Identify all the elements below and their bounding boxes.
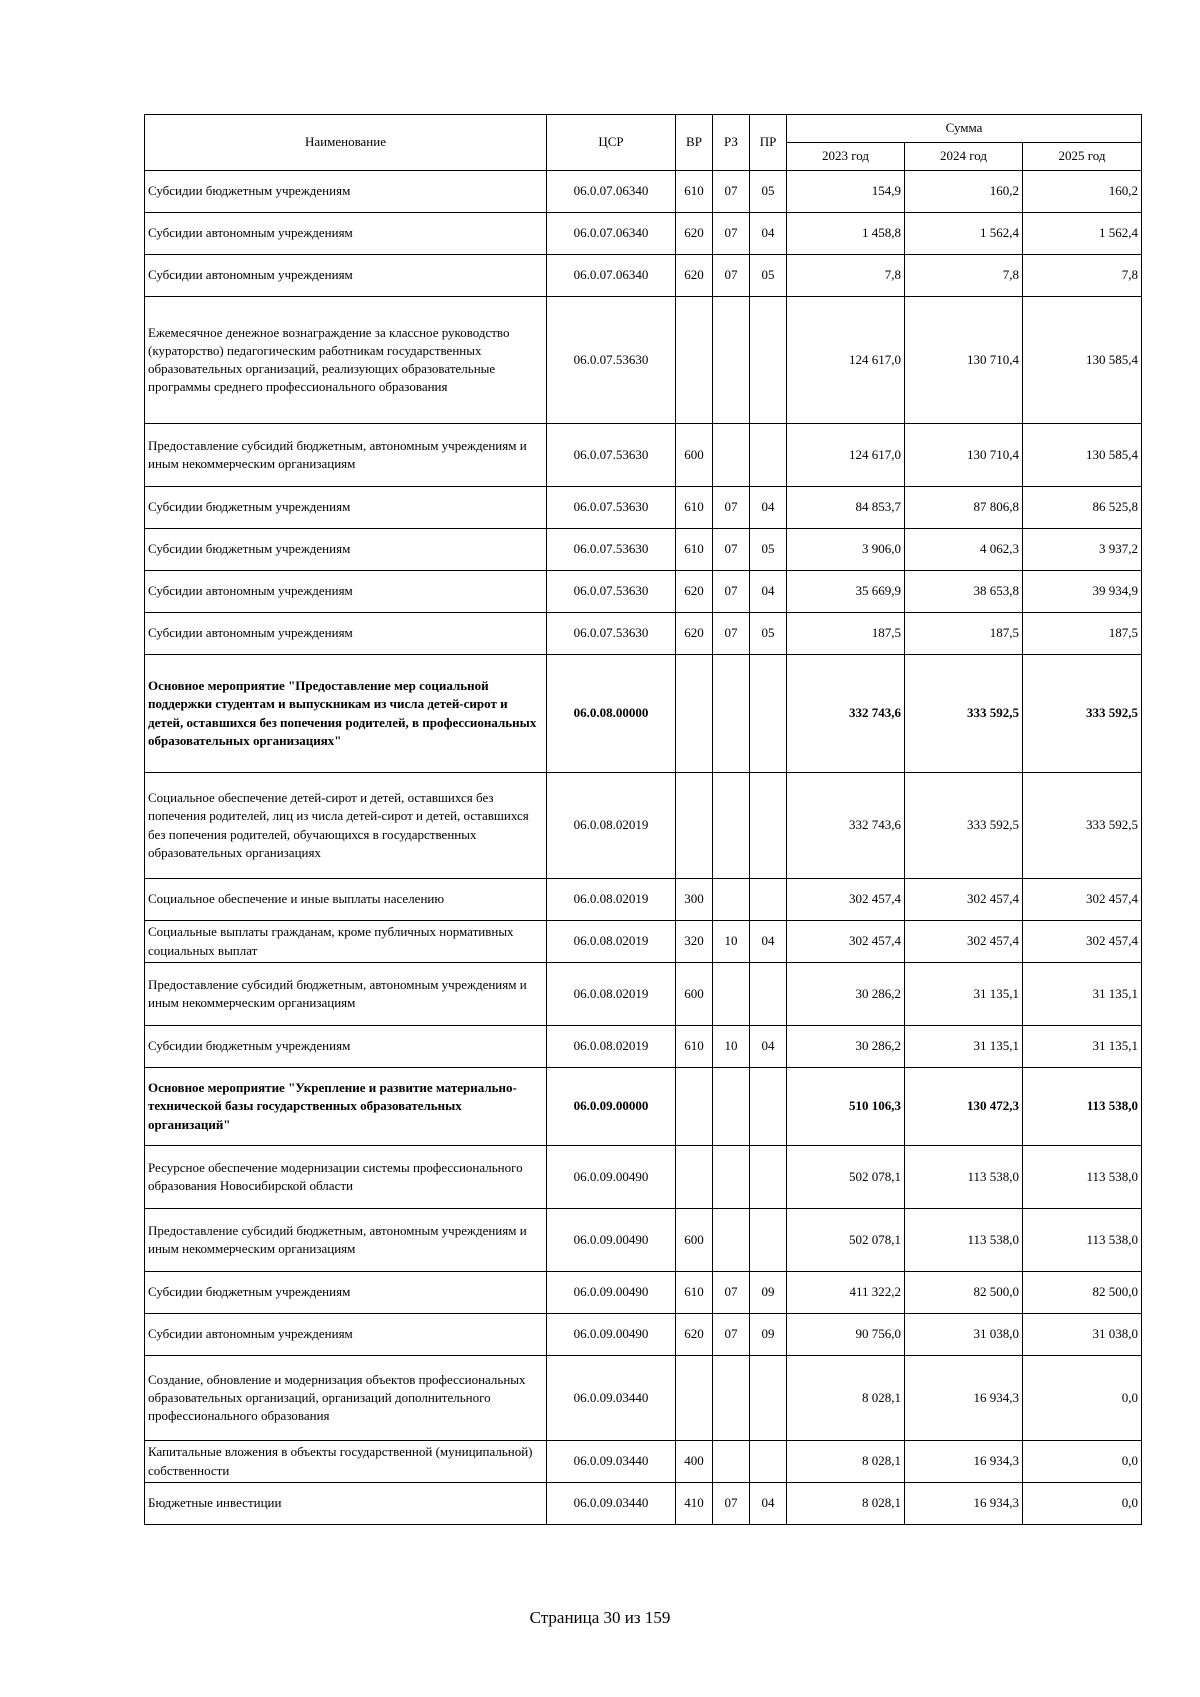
cell-2024: 4 062,3 [905,529,1023,571]
table-row [145,1441,1142,1483]
cell-2024: 7,8 [905,255,1023,297]
header-year-2024: 2024 год [905,143,1023,171]
cell-2024: 333 592,5 [905,773,1023,879]
cell-rz [713,1146,750,1209]
cell-pr: 09 [750,1314,787,1356]
cell-name: Предоставление субсидий бюджетным, автономным учреждениям и иным некоммерческим организациям [145,1209,547,1272]
header-csr: ЦСР [547,115,676,171]
cell-2024: 31 135,1 [905,963,1023,1026]
cell-pr: 05 [750,529,787,571]
cell-vr [676,773,713,879]
cell-name: Капитальные вложения в объекты государственной (муниципальной) собственности [145,1441,547,1483]
cell-rz: 10 [713,921,750,963]
cell-rz: 07 [713,213,750,255]
table-row [145,1068,1142,1146]
cell-csr: 06.0.08.02019 [547,921,676,963]
cell-name: Ресурсное обеспечение модернизации системы профессионального образования Новосибирской области [145,1146,547,1209]
cell-rz: 07 [713,1483,750,1525]
cell-2024: 160,2 [905,171,1023,213]
cell-name: Субсидии автономным учреждениям [145,613,547,655]
cell-name: Основное мероприятие "Укрепление и развитие материально-технической базы государственных образовательных организаций" [145,1068,547,1146]
table-row [145,655,1142,773]
cell-2024: 187,5 [905,613,1023,655]
cell-2024: 130 710,4 [905,424,1023,487]
cell-2024: 87 806,8 [905,487,1023,529]
table-row [145,1314,1142,1356]
cell-pr [750,1356,787,1441]
cell-rz [713,297,750,424]
cell-name: Предоставление субсидий бюджетным, автономным учреждениям и иным некоммерческим организациям [145,424,547,487]
cell-2025: 302 457,4 [1023,921,1142,963]
cell-2023: 187,5 [787,613,905,655]
cell-rz: 07 [713,1272,750,1314]
table-row [145,255,1142,297]
cell-name: Субсидии автономным учреждениям [145,571,547,613]
cell-2024: 333 592,5 [905,655,1023,773]
cell-pr: 05 [750,255,787,297]
cell-csr: 06.0.09.03440 [547,1483,676,1525]
cell-2025: 0,0 [1023,1483,1142,1525]
cell-csr: 06.0.09.00490 [547,1314,676,1356]
cell-name: Социальное обеспечение и иные выплаты населению [145,879,547,921]
cell-vr: 400 [676,1441,713,1483]
cell-2025: 113 538,0 [1023,1146,1142,1209]
cell-name: Бюджетные инвестиции [145,1483,547,1525]
cell-2025: 31 135,1 [1023,1026,1142,1068]
cell-csr: 06.0.07.53630 [547,424,676,487]
cell-2023: 1 458,8 [787,213,905,255]
cell-rz: 07 [713,613,750,655]
cell-pr [750,1146,787,1209]
cell-pr [750,963,787,1026]
table-row [145,213,1142,255]
cell-2025: 3 937,2 [1023,529,1142,571]
cell-vr: 320 [676,921,713,963]
table-row [145,1209,1142,1272]
cell-rz: 07 [713,571,750,613]
cell-vr: 620 [676,255,713,297]
cell-2023: 8 028,1 [787,1441,905,1483]
cell-rz [713,424,750,487]
cell-2024: 302 457,4 [905,921,1023,963]
cell-csr: 06.0.09.00000 [547,1068,676,1146]
table-row [145,879,1142,921]
cell-name: Субсидии автономным учреждениям [145,1314,547,1356]
cell-2025: 333 592,5 [1023,655,1142,773]
cell-2024: 302 457,4 [905,879,1023,921]
table-row [145,1272,1142,1314]
cell-vr: 410 [676,1483,713,1525]
cell-csr: 06.0.07.53630 [547,487,676,529]
table-row [145,571,1142,613]
cell-2025: 82 500,0 [1023,1272,1142,1314]
cell-csr: 06.0.07.53630 [547,613,676,655]
cell-pr: 05 [750,613,787,655]
cell-rz: 07 [713,255,750,297]
cell-2024: 31 135,1 [905,1026,1023,1068]
cell-name: Субсидии бюджетным учреждениям [145,487,547,529]
cell-rz [713,1441,750,1483]
cell-2023: 154,9 [787,171,905,213]
cell-name: Ежемесячное денежное вознаграждение за классное руководство (кураторство) педагогическим работникам государственных образовательных организаций, реализующих образовательные программы среднего профессионального образования [145,297,547,424]
cell-csr: 06.0.09.00490 [547,1146,676,1209]
cell-csr: 06.0.07.06340 [547,213,676,255]
cell-rz [713,879,750,921]
cell-vr: 620 [676,213,713,255]
cell-csr: 06.0.07.53630 [547,529,676,571]
cell-2025: 7,8 [1023,255,1142,297]
cell-2024: 38 653,8 [905,571,1023,613]
cell-2023: 332 743,6 [787,773,905,879]
header-rz: РЗ [713,115,750,171]
cell-vr: 600 [676,963,713,1026]
cell-2025: 187,5 [1023,613,1142,655]
cell-2023: 302 457,4 [787,921,905,963]
cell-rz: 07 [713,1314,750,1356]
cell-name: Предоставление субсидий бюджетным, автономным учреждениям и иным некоммерческим организациям [145,963,547,1026]
cell-2023: 30 286,2 [787,963,905,1026]
table-row [145,921,1142,963]
cell-2024: 16 934,3 [905,1441,1023,1483]
cell-2025: 113 538,0 [1023,1068,1142,1146]
cell-2025: 113 538,0 [1023,1209,1142,1272]
cell-2025: 31 038,0 [1023,1314,1142,1356]
cell-2023: 411 322,2 [787,1272,905,1314]
cell-name: Основное мероприятие "Предоставление мер социальной поддержки студентам и выпускникам из числа детей-сирот и детей, оставшихся без попечения родителей, в профессиональных образовательных организациях" [145,655,547,773]
cell-csr: 06.0.09.03440 [547,1356,676,1441]
table-row [145,529,1142,571]
cell-csr: 06.0.07.53630 [547,571,676,613]
table-row [145,773,1142,879]
cell-csr: 06.0.08.02019 [547,879,676,921]
cell-csr: 06.0.07.06340 [547,255,676,297]
cell-vr [676,1068,713,1146]
cell-csr: 06.0.09.03440 [547,1441,676,1483]
cell-name: Субсидии бюджетным учреждениям [145,1272,547,1314]
cell-2023: 3 906,0 [787,529,905,571]
budget-table [144,114,1142,1525]
cell-vr [676,655,713,773]
header-name: Наименование [145,115,547,171]
cell-vr: 600 [676,424,713,487]
cell-2025: 39 934,9 [1023,571,1142,613]
cell-2023: 302 457,4 [787,879,905,921]
cell-rz: 10 [713,1026,750,1068]
cell-2024: 31 038,0 [905,1314,1023,1356]
cell-csr: 06.0.08.02019 [547,963,676,1026]
cell-name: Социальные выплаты гражданам, кроме публичных нормативных социальных выплат [145,921,547,963]
cell-vr: 610 [676,1272,713,1314]
cell-rz [713,1068,750,1146]
cell-2025: 302 457,4 [1023,879,1142,921]
table-row [145,1146,1142,1209]
cell-2023: 502 078,1 [787,1146,905,1209]
cell-rz: 07 [713,171,750,213]
cell-vr: 610 [676,171,713,213]
cell-2024: 113 538,0 [905,1146,1023,1209]
header-year-2025: 2025 год [1023,143,1142,171]
table-row [145,963,1142,1026]
cell-pr [750,1209,787,1272]
table-row [145,487,1142,529]
cell-name: Субсидии автономным учреждениям [145,213,547,255]
cell-csr: 06.0.09.00490 [547,1272,676,1314]
cell-2023: 502 078,1 [787,1209,905,1272]
cell-pr: 04 [750,921,787,963]
cell-2024: 16 934,3 [905,1483,1023,1525]
cell-csr: 06.0.08.02019 [547,773,676,879]
cell-2025: 31 135,1 [1023,963,1142,1026]
table-row [145,297,1142,424]
cell-2025: 0,0 [1023,1356,1142,1441]
cell-csr: 06.0.08.02019 [547,1026,676,1068]
cell-vr [676,1356,713,1441]
cell-2023: 7,8 [787,255,905,297]
cell-vr: 610 [676,529,713,571]
header-sum: Сумма [787,115,1142,143]
cell-vr [676,297,713,424]
cell-rz: 07 [713,487,750,529]
cell-pr: 04 [750,1026,787,1068]
cell-rz [713,1209,750,1272]
table-row [145,171,1142,213]
cell-name: Субсидии бюджетным учреждениям [145,171,547,213]
cell-2025: 130 585,4 [1023,297,1142,424]
cell-vr: 620 [676,571,713,613]
cell-pr: 04 [750,213,787,255]
cell-csr: 06.0.07.53630 [547,297,676,424]
cell-pr: 04 [750,487,787,529]
cell-rz [713,963,750,1026]
table-row [145,1483,1142,1525]
table-row [145,1356,1142,1441]
cell-vr: 620 [676,1314,713,1356]
header-vr: ВР [676,115,713,171]
cell-vr: 610 [676,487,713,529]
header-year-2023: 2023 год [787,143,905,171]
cell-2023: 8 028,1 [787,1483,905,1525]
cell-2025: 333 592,5 [1023,773,1142,879]
cell-pr [750,773,787,879]
cell-2024: 130 710,4 [905,297,1023,424]
cell-rz [713,655,750,773]
cell-2024: 1 562,4 [905,213,1023,255]
cell-2023: 124 617,0 [787,424,905,487]
cell-2023: 84 853,7 [787,487,905,529]
cell-vr: 300 [676,879,713,921]
cell-2025: 86 525,8 [1023,487,1142,529]
cell-rz [713,1356,750,1441]
table-row [145,1026,1142,1068]
cell-rz: 07 [713,529,750,571]
cell-name: Субсидии автономным учреждениям [145,255,547,297]
cell-2025: 160,2 [1023,171,1142,213]
header-pr: ПР [750,115,787,171]
cell-vr [676,1146,713,1209]
cell-pr [750,424,787,487]
cell-2024: 113 538,0 [905,1209,1023,1272]
cell-pr [750,1068,787,1146]
cell-name: Субсидии бюджетным учреждениям [145,1026,547,1068]
cell-pr: 04 [750,1483,787,1525]
cell-pr [750,879,787,921]
cell-name: Субсидии бюджетным учреждениям [145,529,547,571]
cell-2023: 332 743,6 [787,655,905,773]
cell-2023: 8 028,1 [787,1356,905,1441]
cell-pr: 05 [750,171,787,213]
cell-pr: 04 [750,571,787,613]
cell-csr: 06.0.08.00000 [547,655,676,773]
cell-csr: 06.0.07.06340 [547,171,676,213]
cell-pr [750,1441,787,1483]
cell-name: Социальное обеспечение детей-сирот и детей, оставшихся без попечения родителей, лиц из числа детей-сирот и детей, оставшихся без попечения родителей, обучающихся в государственных образовательных организациях [145,773,547,879]
cell-pr [750,297,787,424]
cell-pr [750,655,787,773]
budget-table-body [145,171,1142,1525]
cell-2023: 124 617,0 [787,297,905,424]
cell-2025: 130 585,4 [1023,424,1142,487]
cell-2025: 1 562,4 [1023,213,1142,255]
cell-name: Создание, обновление и модернизация объектов профессиональных образовательных организаций, организаций дополнительного профессионального образования [145,1356,547,1441]
cell-2024: 16 934,3 [905,1356,1023,1441]
cell-2024: 130 472,3 [905,1068,1023,1146]
budget-sheet [144,114,1141,1525]
cell-2023: 30 286,2 [787,1026,905,1068]
cell-2023: 90 756,0 [787,1314,905,1356]
cell-2025: 0,0 [1023,1441,1142,1483]
table-row [145,613,1142,655]
cell-2023: 510 106,3 [787,1068,905,1146]
cell-rz [713,773,750,879]
table-row [145,424,1142,487]
cell-vr: 620 [676,613,713,655]
cell-2024: 82 500,0 [905,1272,1023,1314]
cell-csr: 06.0.09.00490 [547,1209,676,1272]
cell-2023: 35 669,9 [787,571,905,613]
cell-pr: 09 [750,1272,787,1314]
cell-vr: 600 [676,1209,713,1272]
cell-vr: 610 [676,1026,713,1068]
page-number: Страница 30 из 159 [529,1608,671,1627]
